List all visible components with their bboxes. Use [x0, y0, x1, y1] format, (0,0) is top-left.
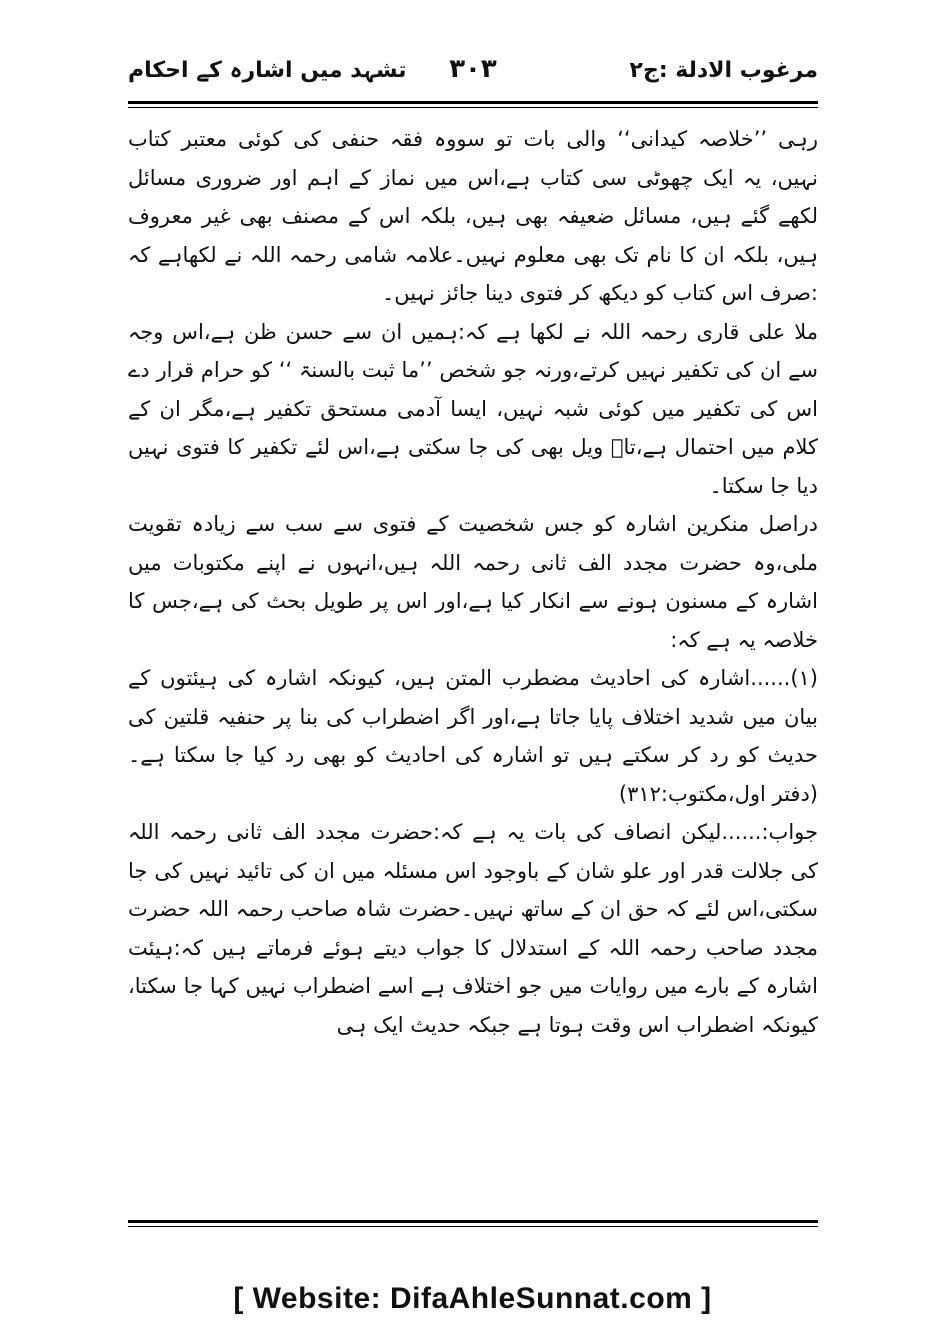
footer-rule-thin — [128, 1226, 818, 1227]
paragraph-mulla-ali-qari: ملا علی قاری رحمہ اللہ نے لکھا ہے کہ:ہمیں ان سے حسن ظن ہے،اس وجہ سے ان کی تکفیر نہیں کرتے،ورنہ جو شخص ’’ما ثبت بالسنۃ ‘‘ کو حرام قرار دے اس کی تکفیر میں کوئی شبہ نہیں، ایسا آدمی مستحق تکفیر ہے،مگر ان کے کلام میں احتمال ہے،تاؑ ویل بھی کی جا سکتی ہے،اس لئے تکفیر کا فتوی نہیں دیا جا سکتا۔ — [128, 319, 818, 498]
paragraph-answer: جواب:......لیکن انصاف کی بات یہ ہے کہ:حضرت مجدد الف ثانی رحمہ اللہ کی جلالت قدر اور علو شان کے باوجود اس مسئلہ میں ان کی تائید نہیں کی جا سکتی،اس لئے کہ حق ان کے ساتھ نہیں۔حضرت شاہ صاحب رحمہ اللہ حضرت مجدد صاحب رحمہ اللہ کے استدلال کا جواب دیتے ہوئے فرماتے ہیں کہ:ہیئت اشارہ کے بارے میں روایات میں جو اختلاف ہے اسے اضطراب نہیں کہا جا سکتا، کیونکہ اضطراب اس وقت ہوتا ہے جبکہ حدیث ایک ہی — [128, 820, 818, 1037]
footer-rule-thick — [128, 1220, 818, 1223]
page-body — [128, 120, 818, 1044]
book-title: مرغوب الادلة :ج۲ — [629, 58, 818, 83]
paragraph-objection-1: (۱)......اشارہ کی احادیث مضطرب المتن ہیں، کیونکہ اشارہ کی ہیئتوں کے بیان میں شدید اختلاف پایا جاتا ہے،اور اگر اضطراب کی بنا پر حنفیہ قلتین کی حدیث کو رد کر سکتے ہیں تو اشارہ کی احادیث کو بھی رد کیا جا سکتا ہے۔(دفتر اول،مکتوب:۳۱۲) — [128, 666, 818, 806]
page-header — [128, 52, 818, 100]
paragraph-khulasa-kidani: رہی ’’خلاصہ کیدانی‘‘ والی بات تو سووہ فقہ حنفی کی کوئی معتبر کتاب نہیں، یہ ایک چھوٹی سی کتاب ہے،اس میں نماز کے اہم اور ضروری مسائل لکھے گئے ہیں، مسائل ضعیفہ بھی ہیں، بلکہ اس کے مصنف بھی غیر معروف ہیں، بلکہ ان کا نام تک بھی معلوم نہیں۔علامہ شامی رحمہ اللہ نے لکھاہے کہ :صرف اس کتاب کو دیکھ کر فتوی دینا جائز نہیں۔ — [128, 127, 818, 305]
website-watermark: [ Website: DifaAhleSunnat.com ] — [233, 1282, 712, 1315]
header-rule-thin — [128, 107, 818, 108]
chapter-title: تشہد میں اشارہ کے احکام — [128, 58, 407, 83]
paragraph-mujaddid: دراصل منکرین اشارہ کو جس شخصیت کے فتوی سے سب سے زیادہ تقویت ملی،وہ حضرت مجدد الف ثانی رحمہ اللہ ہیں،انہوں نے اپنے مکتوبات میں اشارہ کے مسنون ہونے سے انکار کیا ہے،اور اس پر طویل بحث کی ہے،جس کا خلاصہ یہ ہے کہ: — [128, 512, 818, 652]
header-rule-thick — [128, 101, 818, 104]
page-number: ۳۰۳ — [449, 54, 497, 84]
